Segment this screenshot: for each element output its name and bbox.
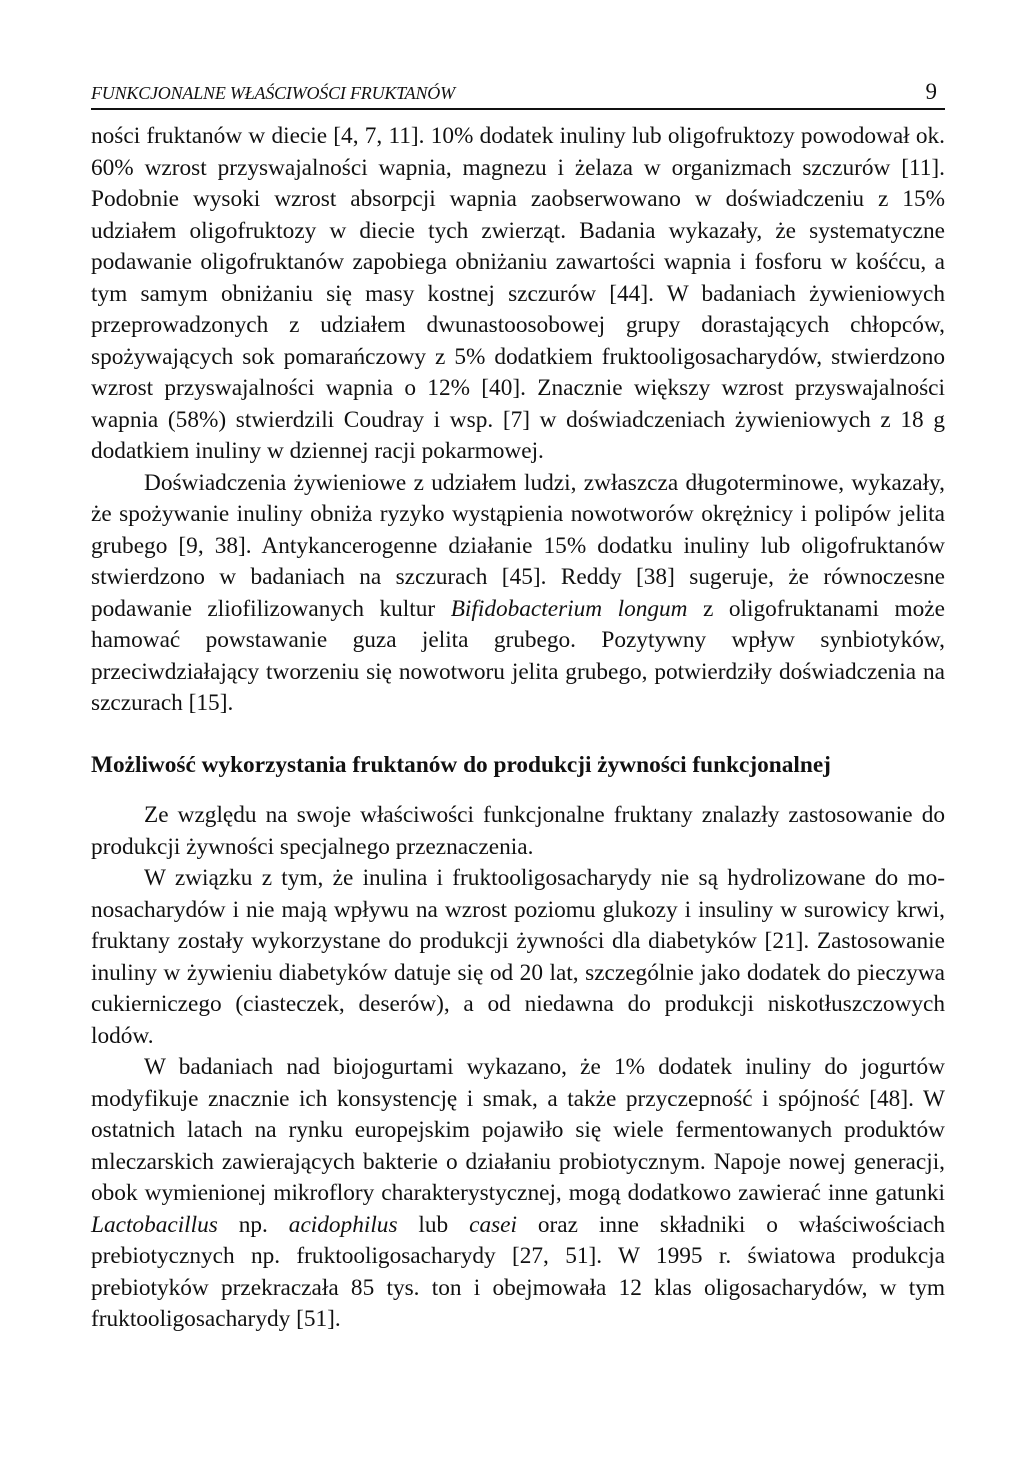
running-header (91, 78, 945, 110)
paragraph-2-text-b: z oligofruktanami może hamować powstawanie guza jelita grubego. Pozytywny wpływ synbiotyków, przeciwdziałający tworzeniu się nowotworu jelita grubego, potwierdziły doświadczenia na szczurach [15]. (91, 595, 945, 716)
paragraph-2-text-a: Doświadczenia żywieniowe z udziałem ludzi, zwłaszcza długoterminowe, wykazały, że spożywanie inuliny obniża ryzyko wystąpienia nowotworów okrężnicy i polipów jelita grubego [9, 38]. Antykancerogenne działanie 15% dodatku inuliny lub oligofruktanów stwierdzono w badaniach na szczurach [45]. Reddy [38] sugeruje, że równoczesne podawanie zliofilizowanych kultur (91, 469, 945, 622)
section-heading: Możliwość wykorzystania fruktanów do produkcji żywności funkcjonalnej (91, 751, 831, 778)
paragraph-5-text-c: lub (397, 1211, 470, 1238)
paragraph-5 (91, 1052, 945, 1336)
page-body (91, 121, 945, 1336)
genus-name-lactobacillus: Lactobacillus (91, 1211, 218, 1238)
paragraph-4: W związku z tym, że inulina i fruktooligosacharydy nie są hydrolizowane do monosacharydów i nie mają wpływu na wzrost poziomu glukozy i insuliny w surowicy krwi, fruktany zostały wykorzystane do produkcji żywności dla diabetyków [21]. Zastosowanie inuliny w żywieniu diabetyków datuje się od 20 lat, szczególnie jako dodatek do pieczywa cukierniczego (ciasteczek, deserów), a od niedawna do produkcji niskotłuszczowych lodów. (91, 865, 945, 1049)
species-name-acidophilus: acidophilus (288, 1211, 398, 1238)
species-name-casei: casei (469, 1211, 517, 1238)
paragraph-1: ności fruktanów w diecie [4, 7, 11]. 10% dodatek inuliny lub oligofruktozy powodował ok. 60% wzrost przyswajalności wapnia, magnezu i żelaza w organizmach szczurów [11]. Podobnie wysoki wzrost absorpcji wapnia zaobserwowano w doświadczeniu z 15% udziałem oligofruktozy w diecie tych zwierząt. Badania wykazały, że systematyczne podawanie oligofruktanów zapobiega obniżaniu zawartości wapnia i fosforu w kośćcu, a tym samym obniżaniu się masy kostnej szczurów [44]. W badaniach żywieniowych przeprowadzonych z udziałem dwunastoosobowej grupy dorastających chłopców, spożywających sok pomarańczowy z 5% dodatkiem fruktooligosacharydów, stwierdzono wzrost przyswajalności wapnia o 12% [40]. Znacznie większy wzrost przyswajalności wapnia (58%) stwierdzili Coudray i wsp. [7] w doświadczeniach żywieniowych z 18 g dodatkiem inuliny w dziennej racji pokarmowej. (91, 123, 945, 464)
paragraph-2 (91, 468, 945, 720)
paragraph-5-text-b: np. (217, 1211, 289, 1238)
paragraph-5-text-d: oraz inne składniki o właściwościach prebiotycznych np. fruktooligosacharydy [27, 51]. W 1995 r. światowa produkcja prebiotyków przekraczała 85 tys. ton i obejmowała 12 klas oligosacharydów, w tym fruktooligosacharydy [51]. (91, 1211, 945, 1332)
running-title: FUNKCJONALNE WŁAŚCIWOŚCI FRUKTANÓW (91, 83, 455, 103)
paragraph-5-text-a: W badaniach nad biojogurtami wykazano, że 1% dodatek inuliny do jogurtów modyfikuje znacznie ich konsystencję i smak, a także przyczepność i spójność [48]. W ostatnich latach na rynku europejskim pojawiło się wiele fermentowanych produktów mleczarskich zawierających bakterie o działaniu probiotycznym. Napoje nowej generacji, obok wymienionej mikroflory charakterystycznej, mogą dodatkowo zawierać inne gatunki (91, 1054, 945, 1206)
species-name-bifidobacterium: Bifidobacterium longum (450, 595, 688, 622)
paragraph-3: Ze względu na swoje właściwości funkcjonalne fruktany znalazły zastosowanie do produkcji żywności specjalnego przeznaczenia. (91, 802, 945, 860)
page-number: 9 (925, 79, 937, 104)
